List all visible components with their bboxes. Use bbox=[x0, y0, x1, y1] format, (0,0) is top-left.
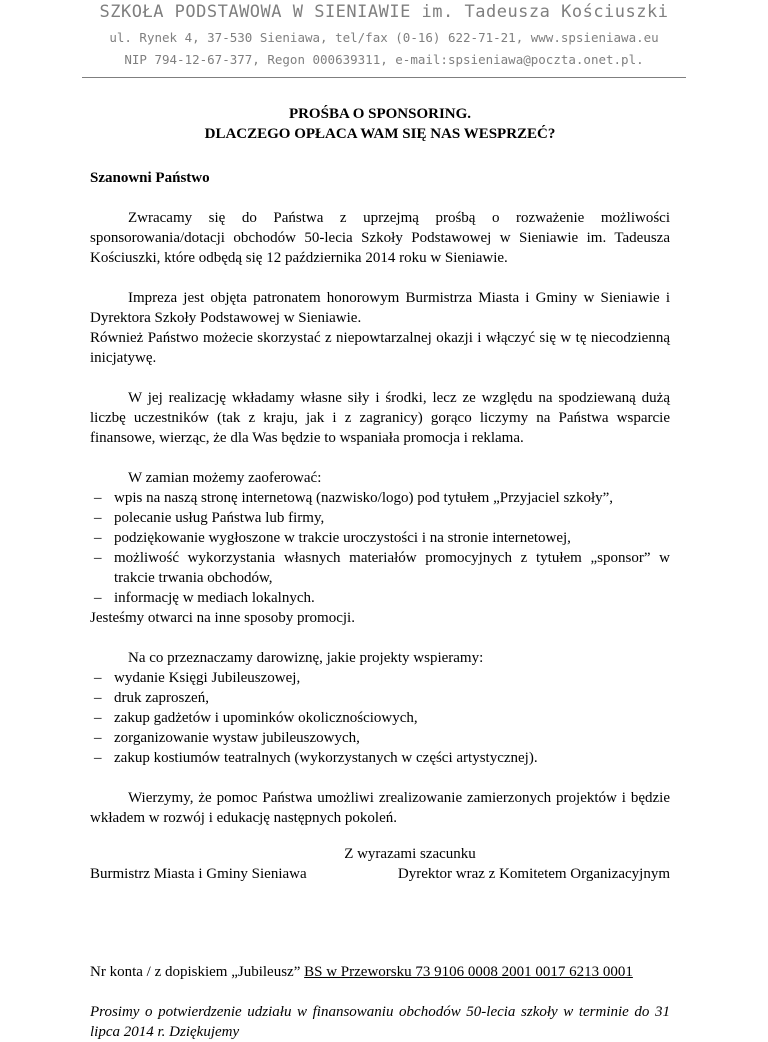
list-item: – zorganizowanie wystaw jubileuszowych, bbox=[90, 728, 670, 748]
list-item: – polecanie usług Państwa lub firmy, bbox=[90, 508, 670, 528]
school-registration: NIP 794-12-67-377, Regon 000639311, e-mail:spsieniawa@poczta.onet.pl. bbox=[124, 52, 644, 67]
projects-intro: Na co przeznaczamy darowiznę, jakie projekty wspieramy: bbox=[128, 650, 484, 666]
list-item: – podziękowanie wygłoszone w trakcie uroczystości i na stronie internetowej, bbox=[90, 528, 670, 548]
list-item: – wydanie Księgi Jubileuszowej, bbox=[90, 668, 670, 688]
bank-account bbox=[90, 962, 670, 982]
signer-mayor: Burmistrz Miasta i Gminy Sieniawa bbox=[90, 866, 307, 882]
school-address: ul. Rynek 4, 37-530 Sieniawa, tel/fax (0-16) 622-71-21, www.spsieniawa.eu bbox=[109, 30, 659, 45]
paragraph-belief: Wierzymy, że pomoc Państwa umożliwi zrealizowanie zamierzonych projektów i będzie wkładem w rozwój i edukację następnych pokoleń. bbox=[90, 790, 670, 826]
title-line-1: PROŚBA O SPONSORING. bbox=[288, 106, 472, 122]
list-item: – zakup kostiumów teatralnych (wykorzystanych w części artystycznej). bbox=[90, 748, 670, 768]
list-item: – wpis na naszą stronę internetową (nazwisko/logo) pod tytułem „Przyjaciel szkoły”, bbox=[90, 488, 670, 508]
account-number: BS w Przeworsku 73 9106 0008 2001 0017 6213 0001 bbox=[304, 964, 633, 980]
signer-director: Dyrektor wraz z Komitetem Organizacyjnym bbox=[397, 866, 670, 882]
title-line-2: DLACZEGO OPŁACA WAM SIĘ NAS WESPRZEĆ? bbox=[204, 126, 556, 142]
paragraph-request: Zwracamy się do Państwa z uprzejmą prośbą o rozważenie możliwości sponsorowania/dotacji obchodów 50-lecia Szkoły Podstawowej w Sieniawie im. Tadeusza Kościuszki, które odbędą się 12 października 2014 roku w Sieniawie. bbox=[90, 210, 670, 266]
offer-outro: Jesteśmy otwarci na inne sposoby promocji. bbox=[90, 610, 355, 626]
footer-note: Prosimy o potwierdzenie udziału w finansowaniu obchodów 50-lecia szkoły w terminie do 31 lipca 2014 r. Dziękujemy bbox=[90, 1004, 670, 1040]
letter-title bbox=[90, 104, 670, 144]
list-item: – druk zaproszeń, bbox=[90, 688, 670, 708]
offer-list bbox=[90, 488, 670, 608]
paragraph-patronage: Impreza jest objęta patronatem honorowym Burmistrza Miasta i Gminy w Sieniawie i Dyrektora Szkoły Podstawowej w Sieniawie. bbox=[90, 290, 670, 326]
account-label: Nr konta / z dopiskiem „Jubileusz” bbox=[90, 964, 301, 980]
list-item: – zakup gadżetów i upominków okolicznościowych, bbox=[90, 708, 670, 728]
offer-intro: W zamian możemy zaoferować: bbox=[128, 470, 322, 486]
school-name: SZKOŁA PODSTAWOWA W SIENIAWIE im. Tadeusza Kościuszki bbox=[99, 2, 669, 22]
list-item: – możliwość wykorzystania własnych materiałów promocyjnych z tytułem „sponsor” w trakcie trwania obchodów, bbox=[90, 548, 670, 588]
header-divider bbox=[82, 77, 686, 78]
list-item: – informację w mediach lokalnych. bbox=[90, 588, 670, 608]
paragraph-invitation: Również Państwo możecie skorzystać z niepowtarzalnej okazji i włączyć się w tę niecodzienną inicjatywę. bbox=[90, 330, 670, 366]
paragraph-support: W jej realizację wkładamy własne siły i środki, lecz ze względu na spodziewaną dużą liczbę uczestników (tak z kraju, jak i z zagranicy) gorąco liczymy na Państwa wsparcie finansowe, wierząc, że dla Was będzie to wspaniała promocja i reklama. bbox=[90, 390, 670, 446]
greeting: Szanowni Państwo bbox=[90, 170, 210, 186]
letter-body bbox=[90, 86, 670, 1042]
closing-regards: Z wyrazami szacunku bbox=[344, 846, 476, 862]
signatures bbox=[90, 864, 670, 884]
projects-list bbox=[90, 668, 670, 768]
